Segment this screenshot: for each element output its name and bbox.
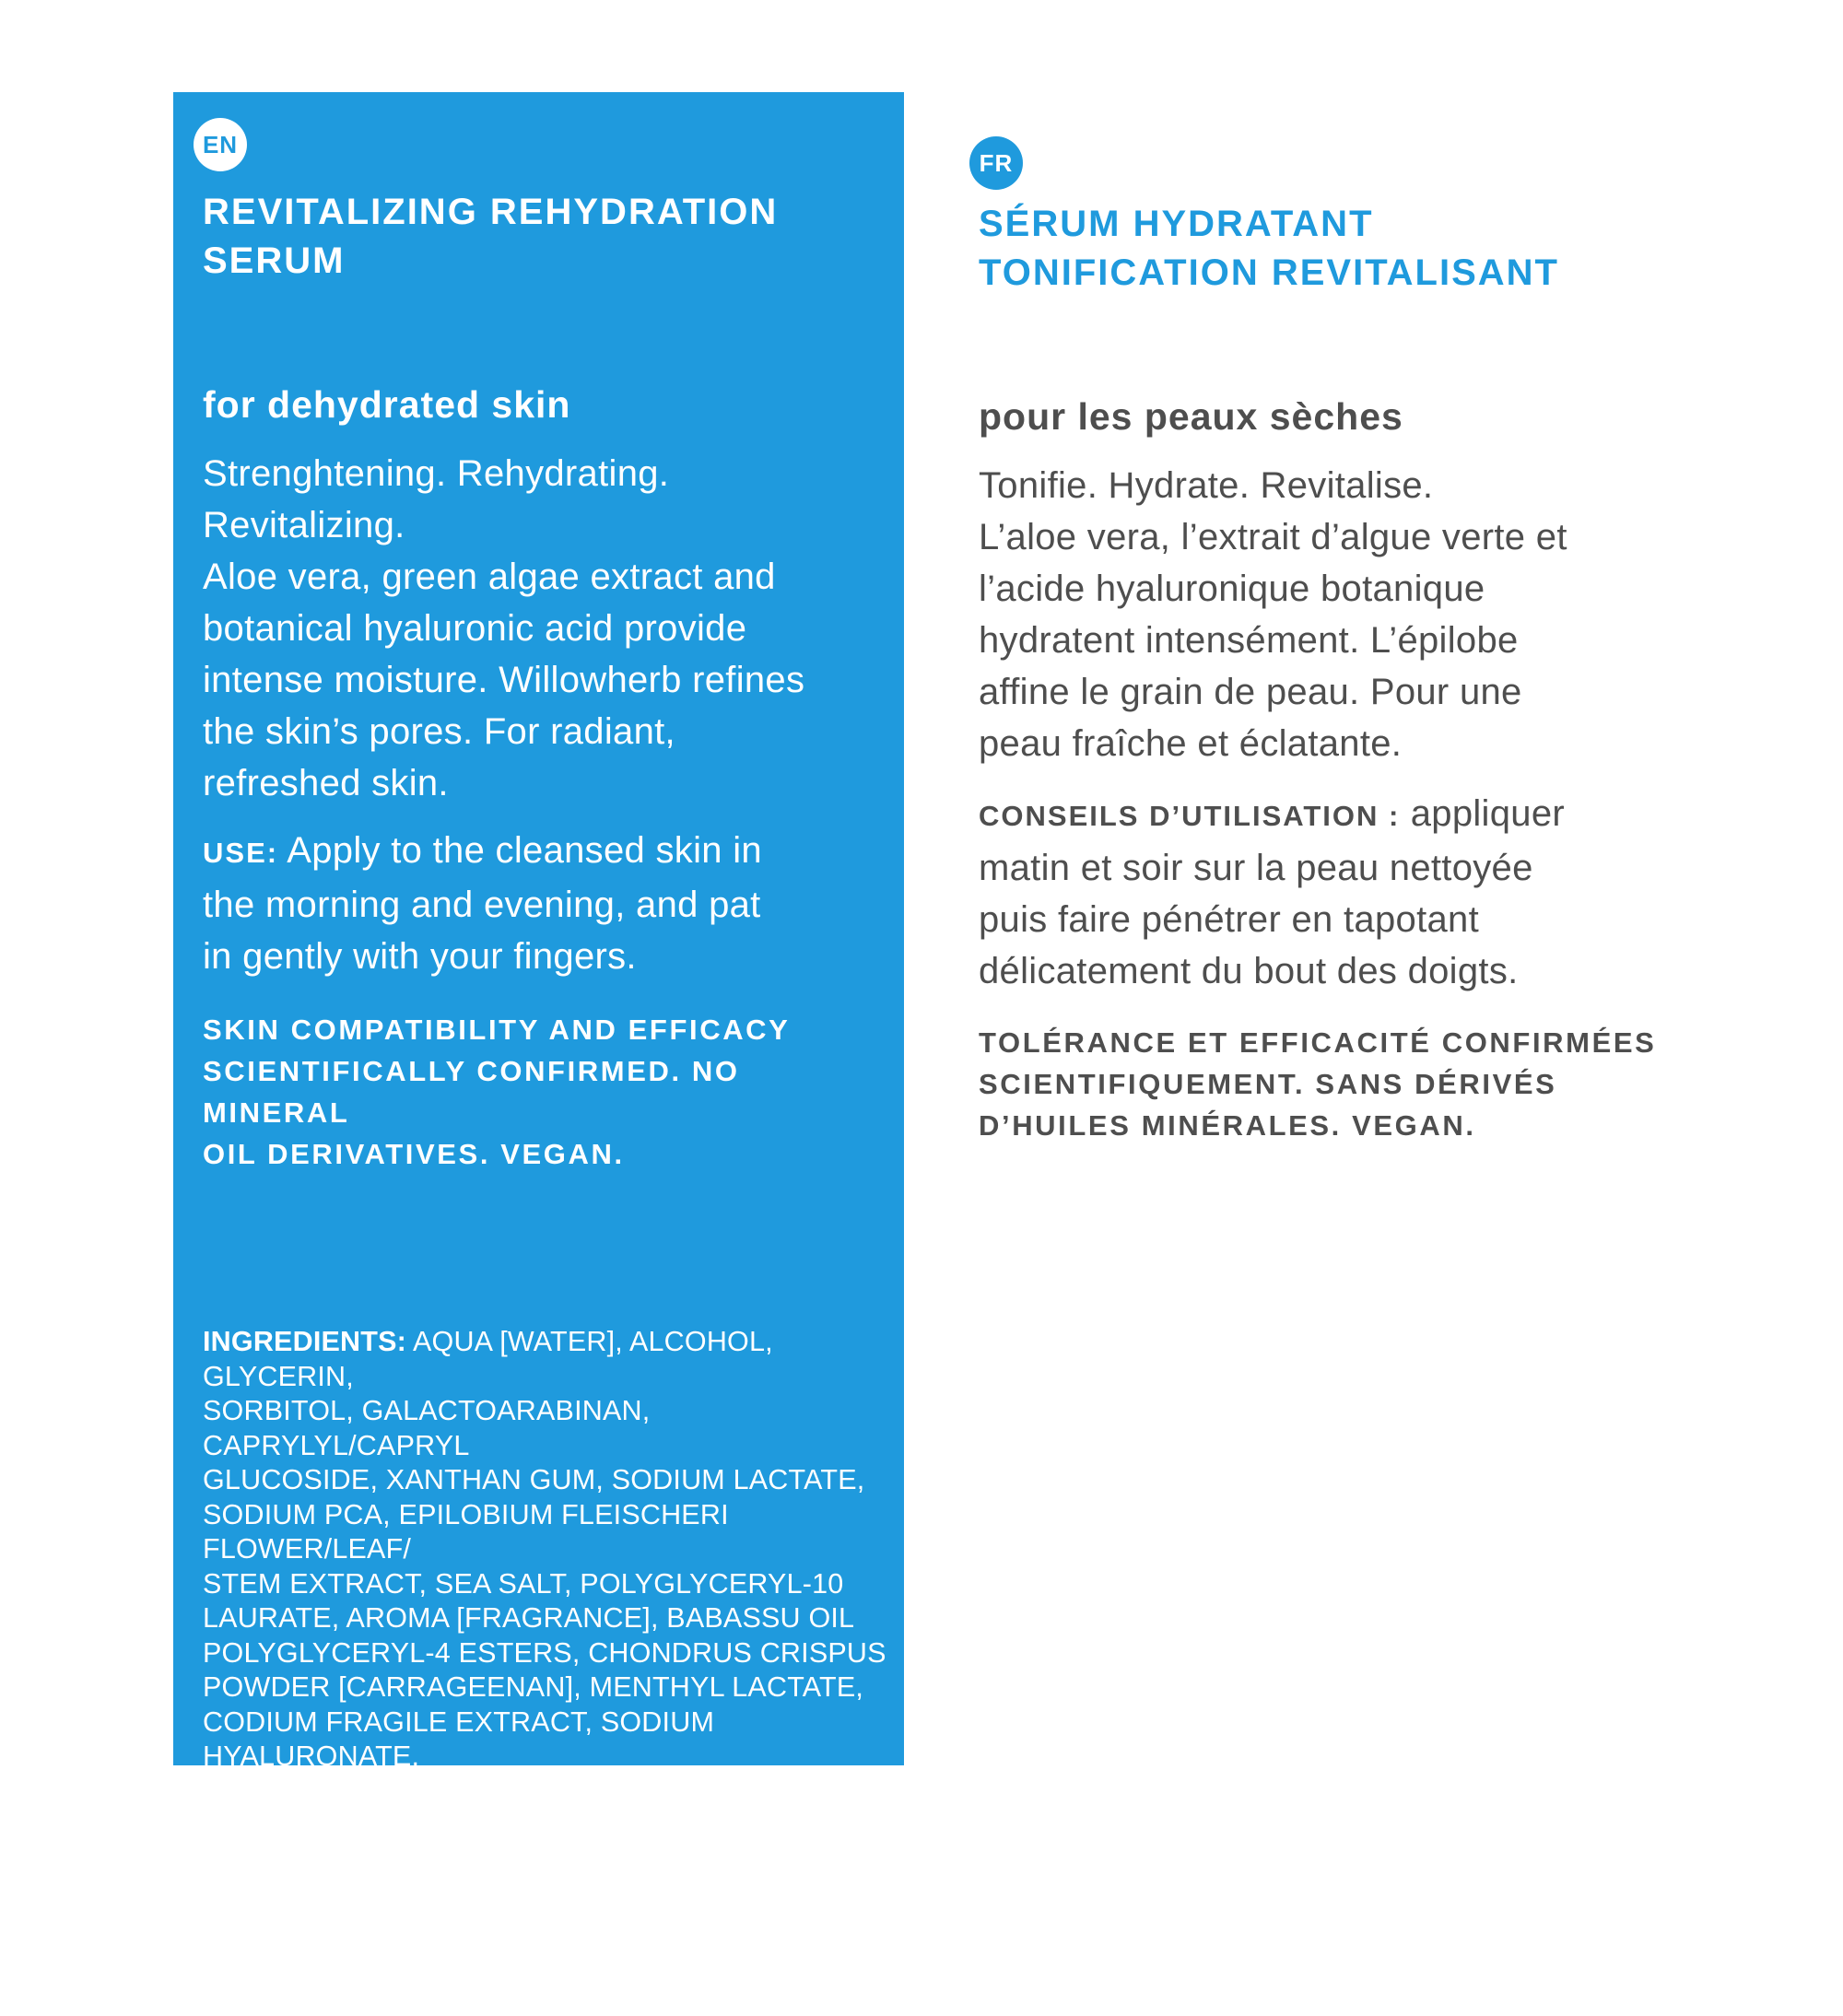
ingredients-line: SODIUM PCA, EPILOBIUM FLEISCHERI FLOWER/LEAF/: [203, 1498, 729, 1565]
language-badge-en: EN: [194, 118, 247, 171]
tagline-line: Revitalizing.: [203, 505, 405, 545]
usage-line: in gently with your fingers.: [203, 936, 637, 977]
description-line: intense moisture. Willowherb refines: [203, 660, 805, 700]
usage-line: the morning and evening, and pat: [203, 885, 761, 925]
ingredients-line: AQUA [WATER], ALCOHOL, GLYCERIN,: [203, 1326, 773, 1392]
description-line: affine le grain de peau. Pour une: [979, 672, 1522, 712]
usage-line: appliquer: [1400, 793, 1565, 834]
usage-line: puis faire pénétrer en tapotant: [979, 899, 1479, 940]
description-line: botanical hyaluronic acid provide: [203, 608, 747, 649]
usage-line: matin et soir sur la peau nettoyée: [979, 848, 1533, 888]
language-badge-fr: FR: [969, 136, 1023, 190]
description-en: [203, 448, 882, 809]
ingredients-line: ARGININE, LACTIC ACID, TREMELLA FUCIFORMIS: [203, 1810, 880, 1841]
ingredients-line: LAURATE, AROMA [FRAGRANCE], BABASSU OIL: [203, 1602, 855, 1634]
claims-line: D’HUILES MINÉRALES. VEGAN.: [979, 1109, 1476, 1142]
ingredients-line: SORBITOL, GALACTOARABINAN, CAPRYLYL/CAPRYL: [203, 1395, 651, 1461]
product-title-fr: [979, 200, 1659, 298]
description-line: L’aloe vera, l’extrait d’algue verte et: [979, 517, 1567, 557]
title-line: SERUM: [203, 240, 346, 281]
ingredients-line: LIMONENE, LINALOOL, MENTHOL, GERANIOL: [203, 1982, 824, 2014]
ingredients-line: GLUCOSIDE, XANTHAN GUM, SODIUM LACTATE,: [203, 1464, 865, 1495]
title-line: SÉRUM HYDRATANT: [979, 204, 1374, 244]
description-line: refreshed skin.: [203, 763, 449, 803]
product-subtitle-en: for dehydrated skin: [203, 383, 571, 426]
ingredients-line: ALOE BARBADENSIS LEAF JUICE POWDER,: [203, 1775, 802, 1807]
french-panel: [949, 92, 1659, 1198]
usage-label-en: USE:: [203, 837, 279, 869]
ingredients-list: [203, 1325, 887, 2016]
claims-line: OIL DERIVATIVES. VEGAN.: [203, 1138, 625, 1170]
claims-line: SCIENTIFIQUEMENT. SANS DÉRIVÉS: [979, 1068, 1557, 1100]
ingredients-line: STEM EXTRACT, SEA SALT, POLYGLYCERYL-10: [203, 1567, 844, 1600]
tagline-line: Strenghtening. Rehydrating.: [203, 453, 670, 494]
english-panel: [173, 92, 904, 2014]
ingredients-line: POWDER [CARRAGEENAN], MENTHYL LACTATE,: [203, 1671, 864, 1703]
usage-en: [203, 825, 882, 982]
usage-label-fr: CONSEILS D’UTILISATION :: [979, 800, 1401, 832]
usage-line: délicatement du bout des doigts.: [979, 951, 1519, 991]
usage-line: Apply to the cleansed skin in: [278, 830, 762, 871]
ingredients-line: CODIUM FRAGILE EXTRACT, SODIUM HYALURONATE,: [203, 1705, 715, 1772]
description-fr: [979, 460, 1659, 769]
claims-line: SCIENTIFICALLY CONFIRMED. NO MINERAL: [203, 1055, 740, 1129]
title-line: TONIFICATION REVITALISANT: [979, 252, 1559, 293]
description-line: hydratent intensément. L’épilobe: [979, 620, 1519, 661]
claims-en: [203, 1009, 887, 1175]
product-subtitle-fr: pour les peaux sèches: [979, 395, 1403, 438]
description-line: the skin’s pores. For radiant,: [203, 711, 675, 752]
ingredients-line: SALICYLATE, CITRIC ACID, POTASSIUM SORBATE,: [203, 1913, 739, 1979]
description-line: peau fraîche et éclatante.: [979, 723, 1403, 764]
usage-fr: [979, 788, 1659, 997]
ingredients-line: POLYGLYCERYL-4 ESTERS, CHONDRUS CRISPUS: [203, 1636, 886, 1669]
ingredients-label: INGREDIENTS:: [203, 1326, 406, 1357]
product-title-en: [203, 188, 882, 286]
claims-fr: [979, 1022, 1659, 1146]
description-line: l’acide hyaluronique botanique: [979, 568, 1485, 609]
ingredients-line: SPOROCARP EXTRACT [HYALURONIC ACID], BENZYL: [203, 1844, 815, 1910]
description-line: Aloe vera, green algae extract and: [203, 557, 776, 597]
tagline-line: Tonifie. Hydrate. Revitalise.: [979, 465, 1434, 506]
claims-line: SKIN COMPATIBILITY AND EFFICACY: [203, 1014, 791, 1046]
claims-line: TOLÉRANCE ET EFFICACITÉ CONFIRMÉES: [979, 1026, 1657, 1059]
title-line: REVITALIZING REHYDRATION: [203, 192, 779, 232]
